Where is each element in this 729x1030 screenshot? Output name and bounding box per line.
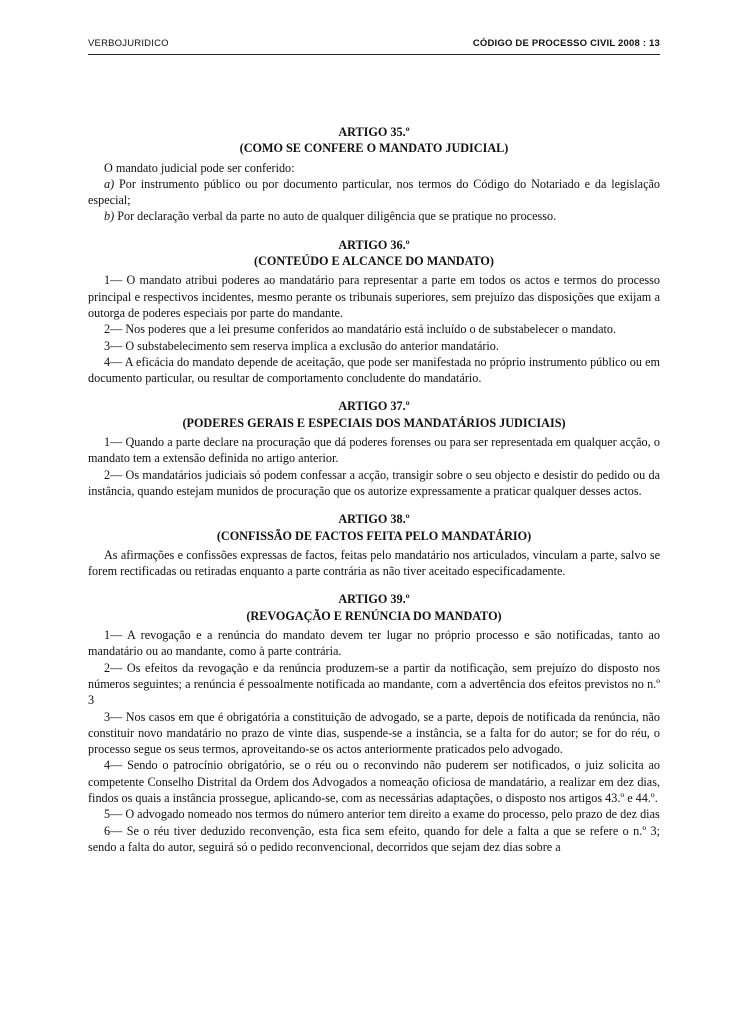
header-publisher: VERBOJURIDICO — [88, 38, 169, 49]
paragraph: 1— O mandato atribui poderes ao mandatário para representar a parte em todos os actos e termos do processo principal e respectivos incidentes, mesmo perante os tribunais superiores, sem prejuízo das disposições que exijam a outorga de poderes especiais por parte do mandante. — [88, 273, 660, 320]
article-title: ARTIGO 36.º — [338, 237, 410, 252]
article-35 — [88, 124, 660, 225]
article-39 — [88, 591, 660, 855]
article-title: ARTIGO 35.º — [338, 125, 410, 139]
paragraph: O mandato judicial pode ser conferido: — [104, 160, 295, 175]
article-subtitle: (REVOGAÇÃO E RENÚNCIA DO MANDATO) — [246, 608, 502, 623]
document-body — [88, 124, 660, 855]
paragraph: a) Por instrumento público ou por documento particular, nos termos do Código do Notariado e da legislação especial; — [88, 176, 660, 208]
item-label: a) — [104, 176, 115, 191]
item-label: b) — [104, 209, 115, 224]
paragraph: 2— Os efeitos da revogação e da renúncia produzem-se a partir da notificação, sem prejuízo do disposto nos números seguintes; a renúncia é pessoalmente notificada ao mandante, com a advertência dos efeitos previstos no n.º 3 — [88, 660, 660, 708]
paragraph: 1— Quando a parte declare na procuração que dá poderes forenses ou para ser representada em qualquer acção, o mandato tem a extensão definida no artigo anterior. — [88, 435, 660, 466]
article-subtitle: (CONTEÚDO E ALCANCE DO MANDATO) — [254, 254, 494, 269]
paragraph: 2— Nos poderes que a lei presume conferidos ao mandatário está incluído o de substabelecer o mandato. — [104, 322, 617, 337]
article-37 — [88, 398, 660, 499]
header-rule — [88, 54, 660, 55]
article-36 — [88, 237, 660, 387]
paragraph: 3— O substabelecimento sem reserva implica a exclusão do anterior mandatário. — [104, 338, 499, 353]
header-title-page: CÓDIGO DE PROCESSO CIVIL 2008 : 13 — [472, 38, 660, 49]
paragraph: 6— Se o réu tiver deduzido reconvenção, esta fica sem efeito, quando for dele a falta a que se refere o n.º 3; sendo a falta do autor, seguirá só o pedido reconvencional, decorridos que sejam dez dias sobre a — [88, 823, 660, 854]
paragraph: 2— Os mandatários judiciais só podem confessar a acção, transigir sobre o seu objecto e desistir do pedido ou da instância, quando estejam munidos de procuração que os autorize expressamente a praticar qualquer desses actos. — [88, 467, 660, 498]
paragraph: 5— O advogado nomeado nos termos do número anterior tem direito a exame do processo, pelo prazo de dez dias — [104, 807, 660, 822]
paragraph: 1— A revogação e a renúncia do mandato devem ter lugar no próprio processo e são notificadas, tanto ao mandatário ou ao mandante, como à parte contrária. — [88, 628, 660, 659]
article-title: ARTIGO 38.º — [338, 512, 410, 527]
article-subtitle: (COMO SE CONFERE O MANDATO JUDICIAL) — [239, 141, 509, 156]
paragraph: 4— Sendo o patrocínio obrigatório, se o réu ou o reconvindo não puderem ser notificados, o juiz solicita ao competente Conselho Distrital da Ordem dos Advogados a nomeação oficiosa de mandatário, a realizar em dez dias, findos os quais a instância prossegue, aplicando-se, com as necessárias adaptações, o disposto nos artigos 43.º e 44.º. — [88, 758, 660, 805]
page-header — [88, 38, 660, 54]
paragraph: 3— Nos casos em que é obrigatória a constituição de advogado, se a parte, depois de notificada da renúncia, não constituir novo mandatário no prazo de vinte dias, suspende-se a instância, se a falta for do autor; se for do réu, o processo segue os seus termos, aproveitando-se os actos anteriormente praticados pelo advogado. — [88, 709, 660, 757]
article-subtitle: (CONFISSÃO DE FACTOS FEITA PELO MANDATÁRIO) — [216, 528, 532, 543]
article-title: ARTIGO 37.º — [338, 399, 410, 414]
paragraph: As afirmações e confissões expressas de factos, feitas pelo mandatário nos articulados, vinculam a parte, salvo se forem rectificadas ou retiradas enquanto a parte contrária as não tiver aceitado especificadamente. — [88, 547, 660, 579]
paragraph: b) Por declaração verbal da parte no auto de qualquer diligência que se pratique no processo. — [104, 209, 557, 224]
article-subtitle: (PODERES GERAIS E ESPECIAIS DOS MANDATÁRIOS JUDICIAIS) — [182, 415, 566, 430]
paragraph: 4— A eficácia do mandato depende de aceitação, que pode ser manifestada no próprio instrumento público ou em documento particular, ou resultar de comportamento concludente do mandatário. — [88, 354, 660, 386]
article-38 — [88, 511, 660, 579]
article-title: ARTIGO 39.º — [338, 592, 410, 607]
